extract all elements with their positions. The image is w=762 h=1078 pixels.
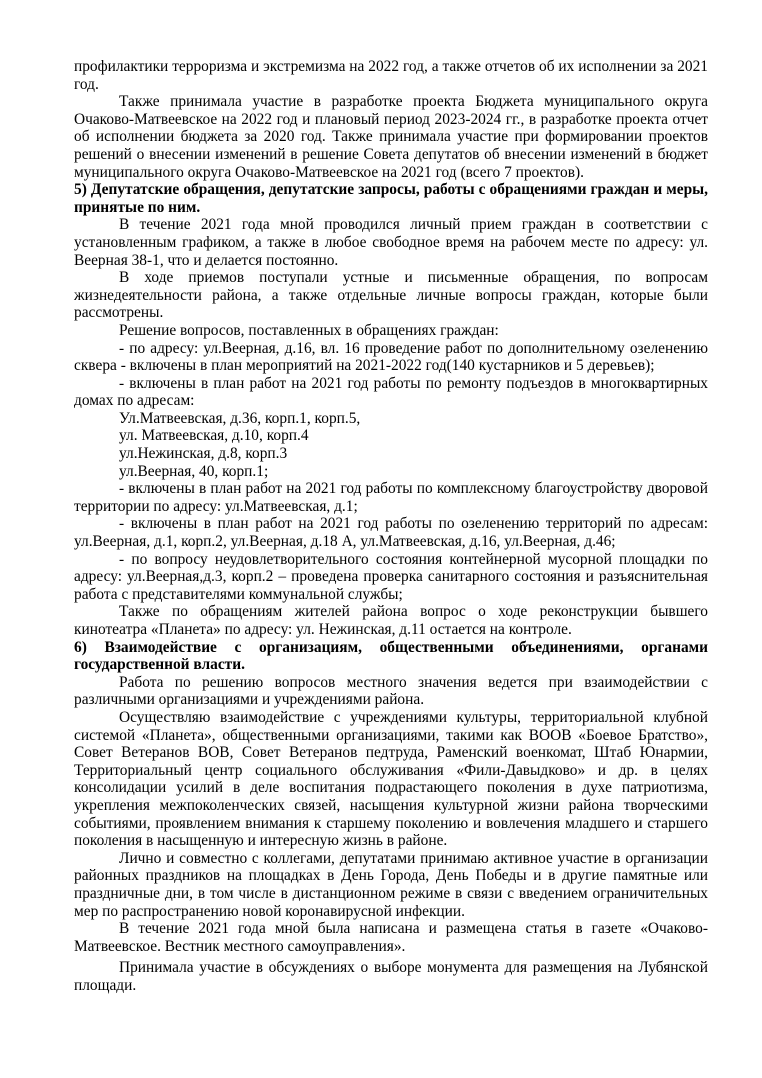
paragraph: Также по обращениям жителей района вопрос о ходе реконструкции бывшего кинотеатра «Планета» по адресу: ул. Нежинская, д.11 остается на контроле.	[74, 603, 708, 638]
address-line: ул.Нежинская, д.8, корп.3	[119, 445, 288, 463]
list-item: - включены в план работ на 2021 год работы по комплексному благоустройству дворовой территории по адресу: ул.Матвеевская, д.1;	[74, 480, 708, 515]
paragraph: Работа по решению вопросов местного значения ведется при взаимодействии с различными организациями и учреждениями района.	[74, 673, 708, 709]
address-line: ул.Веерная, 40, корп.1;	[119, 462, 269, 480]
list-item: - по вопросу неудовлетворительного состояния контейнерной мусорной площадки по адресу: ул.Веерная,д.3, корп.2 – проведена проверка санитарного состояния и разъяснительная работа с представителями коммунальной службы;	[74, 550, 708, 603]
paragraph: В течение 2021 года мной была написана и размещена статья в газете «Очаково-Матвеевское. Вестник местного самоуправления».	[74, 920, 708, 955]
list-item: - по адресу: ул.Веерная, д.16, вл. 16 проведение работ по дополнительному озеленению сквера - включены в план мероприятий на 2021-2022 год(140 кустарников и 5 деревьев);	[74, 339, 708, 375]
paragraph: Осуществляю взаимодействие с учреждениями культуры, территориальной клубной системой «Планета», общественными организациями, такими как ВООВ «Боевое Братство», Совет Ветеранов ВОВ, Совет Ветеранов педтруда, Раменский военкомат, Штаб Юнармии, Территориальный центр социального обслуживания «Фили-Давыдково» и др. в целях консолидации усилий в деле воспитания подрастающего поколения в духе патриотизма, укрепления межпоколенческих связей, насыщения культурной жизни района творческими событиями, проявлением внимания к старшему поколению и вовлечения младшего и старшего поколения в насыщенную и интересную жизнь в районе.	[74, 708, 708, 850]
paragraph: профилактики терроризма и экстремизма на 2022 год, а также отчетов об их исполнении за 2021 год.	[74, 58, 708, 93]
address-line: ул. Матвеевская, д.10, корп.4	[119, 427, 309, 445]
section-heading-5: 5) Депутатские обращения, депутатские запросы, работы с обращениями граждан и меры, принятые по ним.	[74, 181, 708, 216]
paragraph: Лично и совместно с коллегами, депутатами принимаю активное участие в организации районных праздников на площадках в День Города, День Победы и в другие памятные или праздничные дни, в том числе в дистанционном режиме в связи с введением ограничительных мер по распространению новой коронавирусной инфекции.	[74, 849, 708, 920]
paragraph: Принимала участие в обсуждениях о выборе монумента для размещения на Лубянской площади.	[74, 959, 708, 994]
document-body	[74, 58, 708, 994]
paragraph: В течение 2021 года мной проводился личный прием граждан в соответствии с установленным графиком, а также в любое свободное время на рабочем месте по адресу: ул. Веерная 38-1, что и делается постоянно.	[74, 216, 708, 269]
address-line: Ул.Матвеевская, д.36, корп.1, корп.5,	[119, 409, 361, 427]
paragraph: Решение вопросов, поставленных в обращениях граждан:	[119, 321, 499, 339]
paragraph: Также принимала участие в разработке проекта Бюджета муниципального округа Очаково-Матвеевское на 2022 год и плановый период 2023-2024 гг., в разработке проекта отчет об исполнении бюджета за 2020 год. Также принимала участие при формировании проектов решений о внесении изменений в решение Совета депутатов об внесении изменений в бюджет муниципального округа Очаково-Матвеевское на 2021 год (всего 7 проектов).	[74, 93, 708, 181]
list-item: - включены в план работ на 2021 год работы по озеленению территорий по адресам: ул.Веерная, д.1, корп.2, ул.Веерная, д.18 А, ул.Матвеевская, д.16, ул.Веерная, д.46;	[74, 515, 708, 551]
list-item: - включены в план работ на 2021 год работы по ремонту подъездов в многоквартирных домах по адресам:	[74, 374, 708, 410]
paragraph: В ходе приемов поступали устные и письменные обращения, по вопросам жизнедеятельности района, а также отдельные личные вопросы граждан, которые были рассмотрены.	[74, 269, 708, 322]
section-heading-6: 6) Взаимодействие с организациям, общественными объединениями, органами государственной власти.	[74, 638, 708, 674]
